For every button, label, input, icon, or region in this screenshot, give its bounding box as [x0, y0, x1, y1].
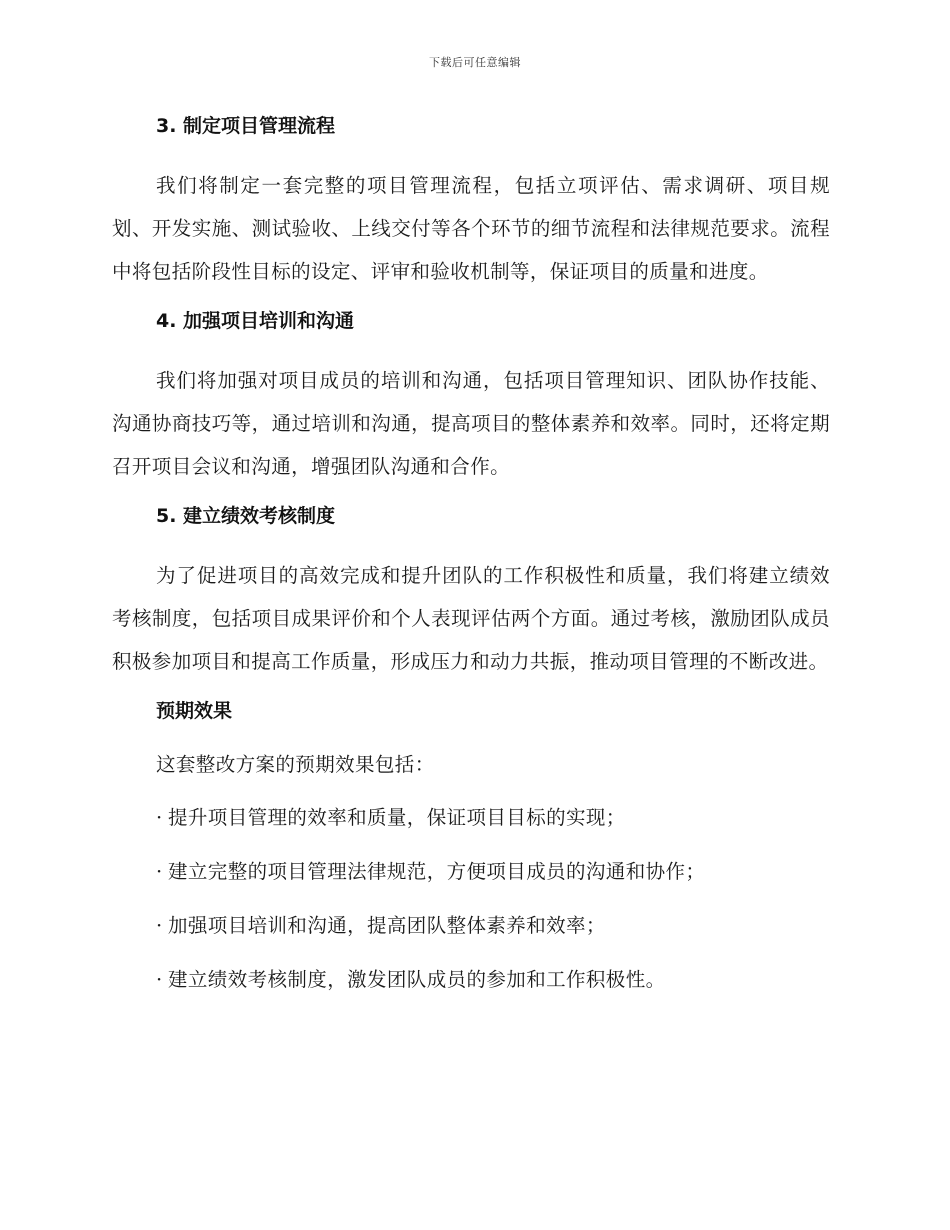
section-heading: 5. 建立绩效考核制度 — [156, 505, 336, 527]
bullet-mark: · — [156, 968, 163, 991]
list-item-text: 建立绩效考核制度，激发团队成员的参加和工作积极性。 — [168, 968, 666, 991]
list-item — [112, 856, 830, 888]
list-item-text: 建立完整的项目管理法律规范，方便项目成员的沟通和协作； — [168, 860, 706, 883]
section-process — [112, 110, 830, 293]
list-item — [112, 964, 830, 996]
section-paragraph: 我们将加强对项目成员的培训和沟通，包括项目管理知识、团队协作技能、沟通协商技巧等，通过培训和沟通，提高项目的整体素养和效率。同时，还将定期召开项目会议和沟通，增强团队沟通和合作。 — [112, 369, 830, 478]
section-paragraph: 为了促进项目的高效完成和提升团队的工作积极性和质量，我们将建立绩效考核制度，包括项目成果评价和个人表现评估两个方面。通过考核，激励团队成员积极参加项目和提高工作质量，形成压力和动力共振，推动项目管理的不断改进。 — [112, 564, 830, 673]
section-performance — [112, 500, 830, 683]
list-item-text: 加强项目培训和沟通，提高团队整体素养和效率； — [168, 914, 606, 937]
bullet-mark: · — [156, 806, 163, 829]
list-item — [112, 802, 830, 834]
section-expected-results — [112, 695, 830, 996]
list-item-text: 提升项目管理的效率和质量，保证项目目标的实现； — [168, 806, 626, 829]
document-body — [112, 110, 830, 1018]
list-item — [112, 910, 830, 942]
section-heading: 4. 加强项目培训和沟通 — [156, 310, 355, 332]
section-training — [112, 305, 830, 488]
bullet-mark: · — [156, 914, 163, 937]
page-header: 下载后可任意编辑 — [429, 56, 521, 69]
section-heading: 预期效果 — [156, 700, 233, 722]
expected-intro: 这套整改方案的预期效果包括： — [156, 753, 435, 776]
bullet-mark: · — [156, 860, 163, 883]
section-heading: 3. 制定项目管理流程 — [156, 115, 336, 137]
section-paragraph: 我们将制定一套完整的项目管理流程，包括立项评估、需求调研、项目规划、开发实施、测试验收、上线交付等各个环节的细节流程和法律规范要求。流程中将包括阶段性目标的设定、评审和验收机制等，保证项目的质量和进度。 — [112, 174, 830, 283]
